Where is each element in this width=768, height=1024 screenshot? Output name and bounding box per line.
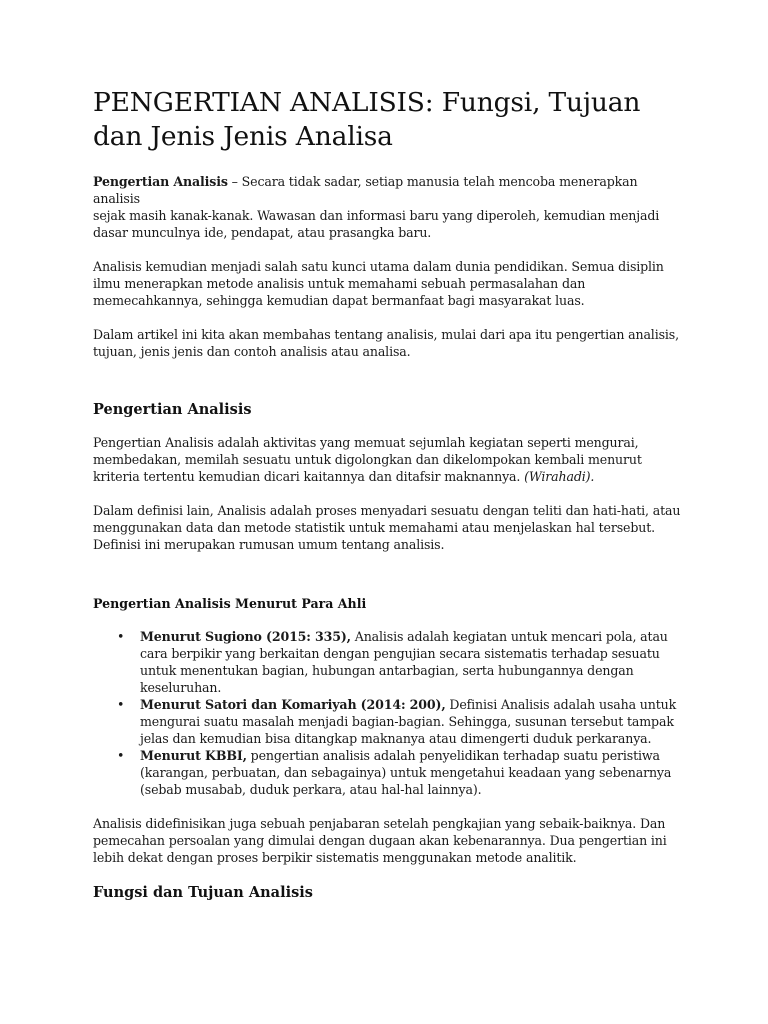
paragraph-penjabaran [93,815,683,866]
document-body [93,86,683,902]
text-line: Definisi ini merupakan rumusan umum tentang analisis. [93,537,445,552]
text-line: kriteria tertentu kemudian dicari kaitannya dan ditafsir maknannya. [93,469,525,484]
list-item [93,747,683,798]
section-heading-fungsi: Fungsi dan Tujuan Analisis [93,884,313,901]
text-line: (karangan, perbuatan, dan sebagainya) untuk mengetahui keadaan yang sebenarnya [140,765,672,780]
list-item-text: Definisi Analisis adalah usaha untuk [445,697,677,712]
paragraph-definisi [93,434,683,485]
paragraph-definisi-lain [93,502,683,553]
list-item-lead: Menurut Satori dan Komariyah (2014: 200), [140,697,446,712]
list-item-lead: Menurut KBBI, [140,748,247,763]
citation: (Wirahadi). [524,469,595,484]
bullet-icon: • [117,697,125,712]
list-item [93,628,683,696]
bullet-icon: • [117,748,125,763]
text-line: ilmu menerapkan metode analisis untuk memahami sebuah permasalahan dan [93,276,586,291]
text-line: Analisis kemudian menjadi salah satu kunci utama dalam dunia pendidikan. Semua disiplin [93,259,664,274]
text-line: mengurai suatu masalah menjadi bagian-bagian. Sehingga, susunan tersebut tampak [140,714,674,729]
text-line: pemecahan persoalan yang dimulai dengan dugaan akan kebenarannya. Dua pengertian ini [93,833,667,848]
text-line: keseluruhan. [140,680,222,695]
text-line: menggunakan data dan metode statistik untuk memahami atau menjelaskan hal tersebut. [93,520,655,535]
list-item [93,696,683,747]
text-line: memecahkannya, sehingga kemudian dapat bermanfaat bagi masyarakat luas. [93,293,585,308]
text-line: cara berpikir yang berkaitan dengan pengujian secara sistematis terhadap sesuatu [140,646,660,661]
text-line: untuk menentukan bagian, hubungan antarbagian, serta hubungannya dengan [140,663,634,678]
list-item-lead: Menurut Sugiono (2015: 335), [140,629,351,644]
text-line: Dalam definisi lain, Analisis adalah proses menyadari sesuatu dengan teliti dan hati-hati, atau [93,503,681,518]
list-item-text: pengertian analisis adalah penyelidikan terhadap suatu peristiwa [246,748,660,763]
title-line-1: PENGERTIAN ANALISIS: Fungsi, Tujuan [93,87,641,118]
paragraph-artikel [93,326,683,360]
section-heading-pengertian: Pengertian Analisis [93,401,252,418]
intro-line: dasar munculnya ide, pendapat, atau prasangka baru. [93,225,432,240]
paragraph-analisis-pendidikan [93,258,683,309]
list-item-text: Analisis adalah kegiatan untuk mencari pola, atau [350,629,668,644]
title-line-2: dan Jenis Jenis Analisa [93,121,393,152]
intro-lead-rest: – Secara tidak sadar, setiap manusia telah mencoba menerapkan analisis [93,174,638,206]
page-title [93,86,683,154]
expert-definitions-list [93,628,683,798]
text-line: Analisis didefinisikan juga sebuah penjabaran setelah pengkajian yang sebaik-baiknya. Dan [93,816,666,831]
text-line: jelas dan kemudian bisa ditangkap maknanya atau dimengerti duduk perkaranya. [140,731,652,746]
text-line: lebih dekat dengan proses berpikir sistematis menggunakan metode analitik. [93,850,577,865]
text-line: Pengertian Analisis adalah aktivitas yang memuat sejumlah kegiatan seperti mengurai, [93,435,639,450]
text-line: tujuan, jenis jenis dan contoh analisis atau analisa. [93,344,411,359]
intro-paragraph [93,173,683,241]
bullet-icon: • [117,629,125,644]
section-heading-para-ahli: Pengertian Analisis Menurut Para Ahli [93,596,367,611]
text-line: Dalam artikel ini kita akan membahas tentang analisis, mulai dari apa itu pengertian analisis, [93,327,679,342]
intro-lead: Pengertian Analisis [93,174,228,189]
text-line: (sebab musabab, duduk perkara, atau hal-hal lainnya). [140,782,482,797]
intro-line: sejak masih kanak-kanak. Wawasan dan informasi baru yang diperoleh, kemudian menjadi [93,208,660,223]
text-line: membedakan, memilah sesuatu untuk digolongkan dan dikelompokan kembali menurut [93,452,642,467]
